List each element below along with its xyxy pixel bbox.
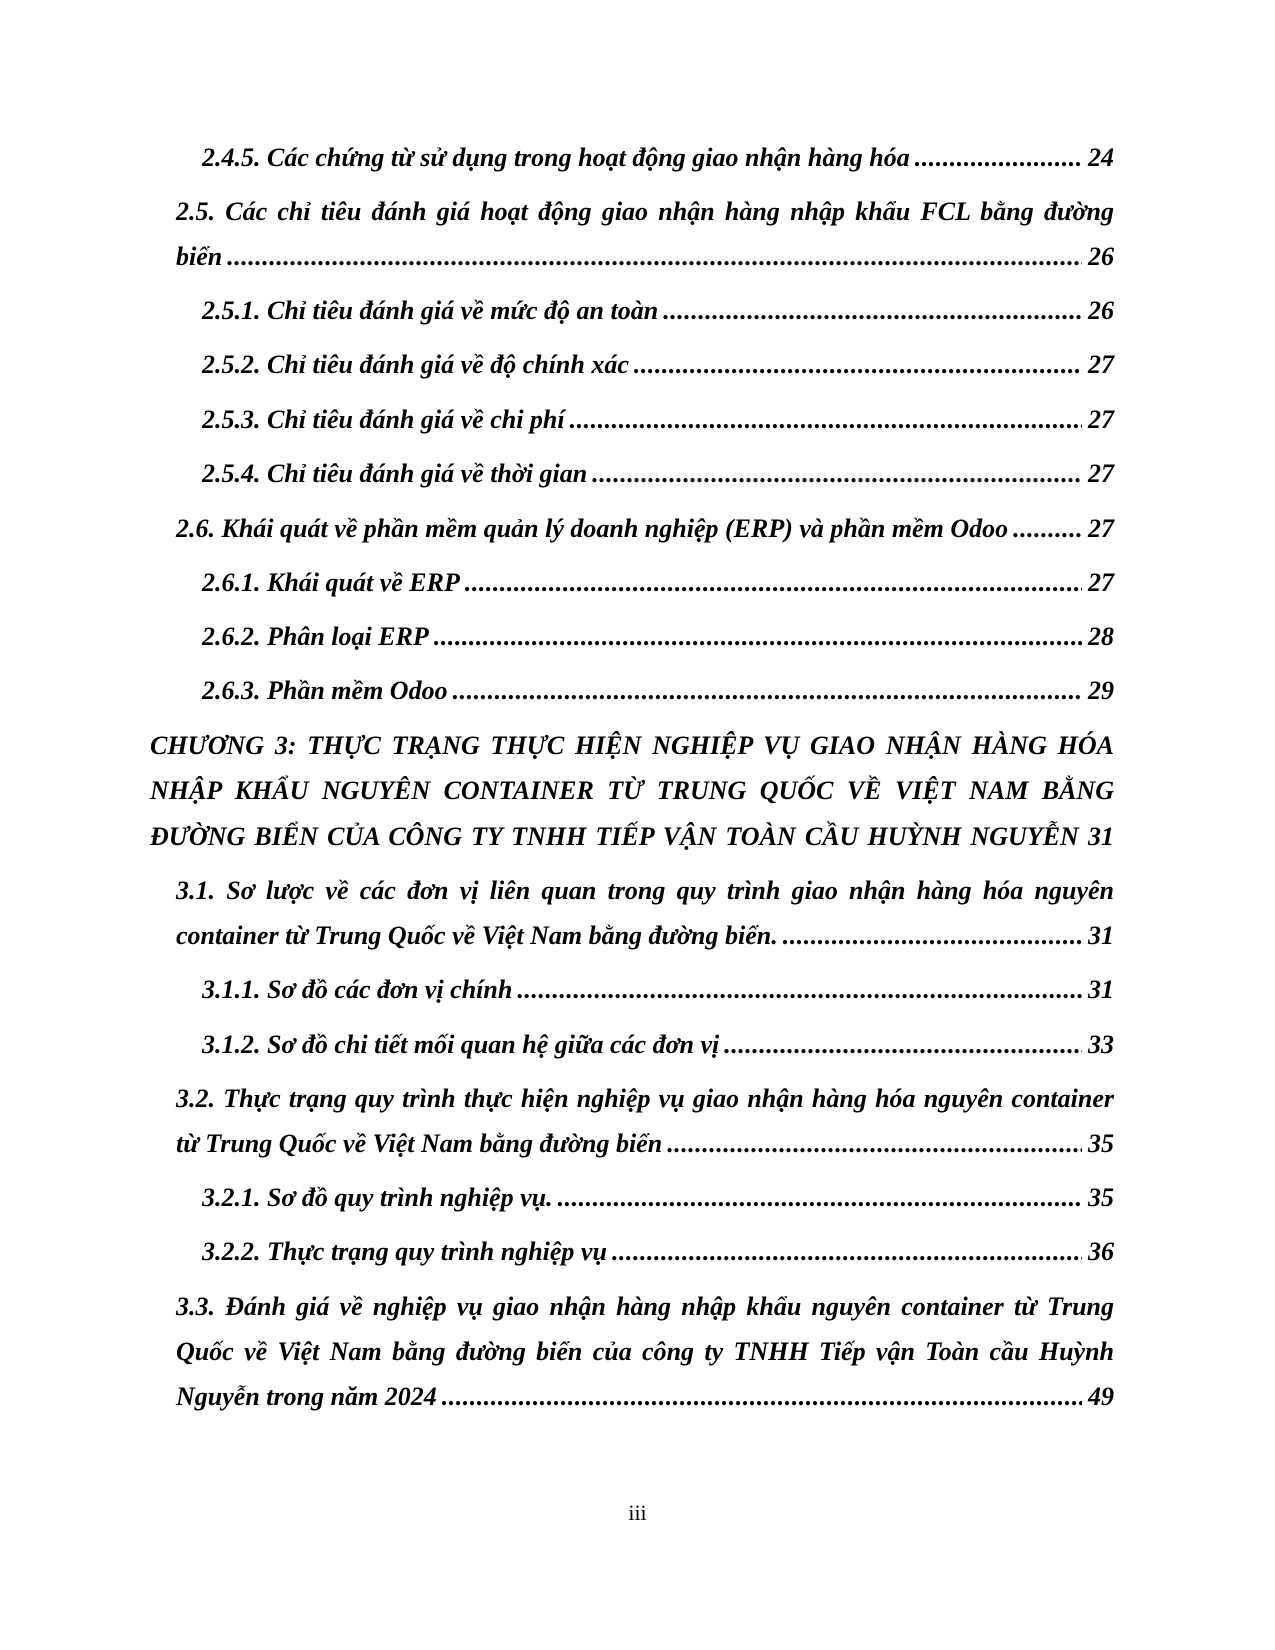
toc-entry-title: 3.1.1. Sơ đồ các đơn vị chính [202,975,513,1004]
dot-leader [557,1175,1082,1221]
toc-entry-2-6-1[interactable] [202,560,1114,606]
toc-entry-title: từ Trung Quốc về Việt Nam bằng đường biển [176,1129,663,1158]
dot-leader [914,135,1082,181]
toc-entry-title: 2.6.2. Phân loại ERP [202,622,429,651]
toc-entry-3-1-1[interactable] [202,967,1114,1013]
toc-entry-3-3[interactable] [176,1374,1114,1420]
toc-entry-title: container từ Trung Quốc về Việt Nam bằng đường biển. [176,921,778,950]
dot-leader [723,1022,1082,1068]
toc-entry-page: 33 [1088,1030,1114,1059]
toc-entry-title: 2.5.2. Chỉ tiêu đánh giá về độ chính xác [202,350,629,379]
toc-entry-page: 27 [1088,514,1114,543]
toc-chapter-3-line2[interactable]: NHẬP KHẨU NGUYÊN CONTAINER TỪ TRUNG QUỐC VỀ VIỆT NAM BẰNG [150,776,1114,805]
toc-entry-2-5-3[interactable] [202,397,1114,443]
toc-entry-title: 2.6. Khái quát về phần mềm quản lý doanh nghiệp (ERP) và phần mềm Odoo [176,514,1009,543]
dot-leader [666,1121,1082,1167]
toc-entry-page: 24 [1088,143,1114,172]
toc-entry-2-4-5[interactable] [202,135,1114,181]
toc-entry-page: 31 [1088,921,1114,950]
toc-entry-2-5-4[interactable] [202,451,1114,497]
toc-entry-title: 3.2.1. Sơ đồ quy trình nghiệp vụ. [202,1183,553,1212]
toc-entry-page: 27 [1088,459,1114,488]
toc-entry-title: 2.5.4. Chỉ tiêu đánh giá về thời gian [202,459,588,488]
toc-entry-2-6-2[interactable] [202,614,1114,660]
toc-entry-3-2[interactable] [176,1121,1114,1167]
toc-entry-page: 29 [1088,676,1114,705]
toc-chapter-3-line3[interactable]: ĐƯỜNG BIỂN CỦA CÔNG TY TNHH TIẾP VẬN TOÀN CẦU HUỲNH NGUYỄN 31 [150,822,1114,851]
dot-leader [516,967,1082,1013]
dot-leader [782,913,1082,959]
toc-entry-title: 3.1.2. Sơ đồ chi tiết mối quan hệ giữa các đơn vị [202,1030,720,1059]
dot-leader [633,342,1082,388]
toc-entry-page: 26 [1088,296,1114,325]
toc-entry-2-6-3[interactable] [202,668,1114,714]
toc-entry-3-3-line1[interactable]: 3.3. Đánh giá về nghiệp vụ giao nhận hàng nhập khẩu nguyên container từ Trung [176,1292,1114,1321]
toc-entry-title: 2.4.5. Các chứng từ sử dụng trong hoạt động giao nhận hàng hóa [202,143,910,172]
page-number: iii [628,1500,647,1525]
toc-entry-2-5-line1[interactable]: 2.5. Các chỉ tiêu đánh giá hoạt động giao nhận hàng nhập khẩu FCL bằng đường [176,197,1114,226]
dot-leader [452,668,1082,714]
toc-entry-title: 2.5.1. Chỉ tiêu đánh giá về mức độ an toàn [202,296,659,325]
toc-entry-page: 49 [1088,1382,1114,1411]
toc-entry-title: Nguyễn trong năm 2024 [176,1382,437,1411]
toc-entry-page: 27 [1088,405,1114,434]
toc-entry-page: 26 [1088,242,1114,271]
toc-entry-3-3-line2[interactable]: Quốc về Việt Nam bằng đường biển của công ty TNHH Tiếp vận Toàn cầu Huỳnh [176,1337,1114,1366]
toc-entry-2-5-2[interactable] [202,342,1114,388]
toc-entry-3-1-2[interactable] [202,1022,1114,1068]
dot-leader [1012,506,1082,552]
dot-leader [569,397,1082,443]
toc-entry-2-5[interactable] [176,234,1114,280]
toc-entry-title: 2.5.3. Chỉ tiêu đánh giá về chi phí [202,405,565,434]
toc-entry-3-1-line1[interactable]: 3.1. Sơ lược về các đơn vị liên quan trong quy trình giao nhận hàng hóa nguyên [176,876,1114,905]
toc-entry-title: 2.6.3. Phần mềm Odoo [202,676,448,705]
toc-entry-page: 27 [1088,568,1114,597]
toc-entry-title: 2.6.1. Khái quát về ERP [202,568,460,597]
toc-entry-2-6[interactable] [176,506,1114,552]
toc-entry-3-2-2[interactable] [202,1229,1114,1275]
dot-leader [433,614,1082,660]
toc-entry-page: 31 [1088,975,1114,1004]
toc-entry-page: 35 [1088,1183,1114,1212]
dot-leader [226,234,1082,280]
dot-leader [441,1374,1082,1420]
toc-entry-page: 28 [1088,622,1114,651]
toc-entry-title: 3.2.2. Thực trạng quy trình nghiệp vụ [202,1237,607,1266]
toc-entry-3-1[interactable] [176,913,1114,959]
dot-leader [464,560,1082,606]
toc-entry-page: 27 [1088,350,1114,379]
toc-entry-2-5-1[interactable] [202,288,1114,334]
toc-entry-title: biển [176,242,223,271]
dot-leader [611,1229,1082,1275]
dot-leader [591,451,1082,497]
toc-entry-3-2-1[interactable] [202,1175,1114,1221]
toc-entry-3-2-line1[interactable]: 3.2. Thực trạng quy trình thực hiện nghiệp vụ giao nhận hàng hóa nguyên container [176,1084,1114,1113]
toc-entry-page: 36 [1088,1237,1114,1266]
toc-entry-page: 35 [1088,1129,1114,1158]
toc-chapter-3-line1[interactable]: CHƯƠNG 3: THỰC TRẠNG THỰC HIỆN NGHIỆP VỤ GIAO NHẬN HÀNG HÓA [150,731,1114,760]
dot-leader [662,288,1082,334]
